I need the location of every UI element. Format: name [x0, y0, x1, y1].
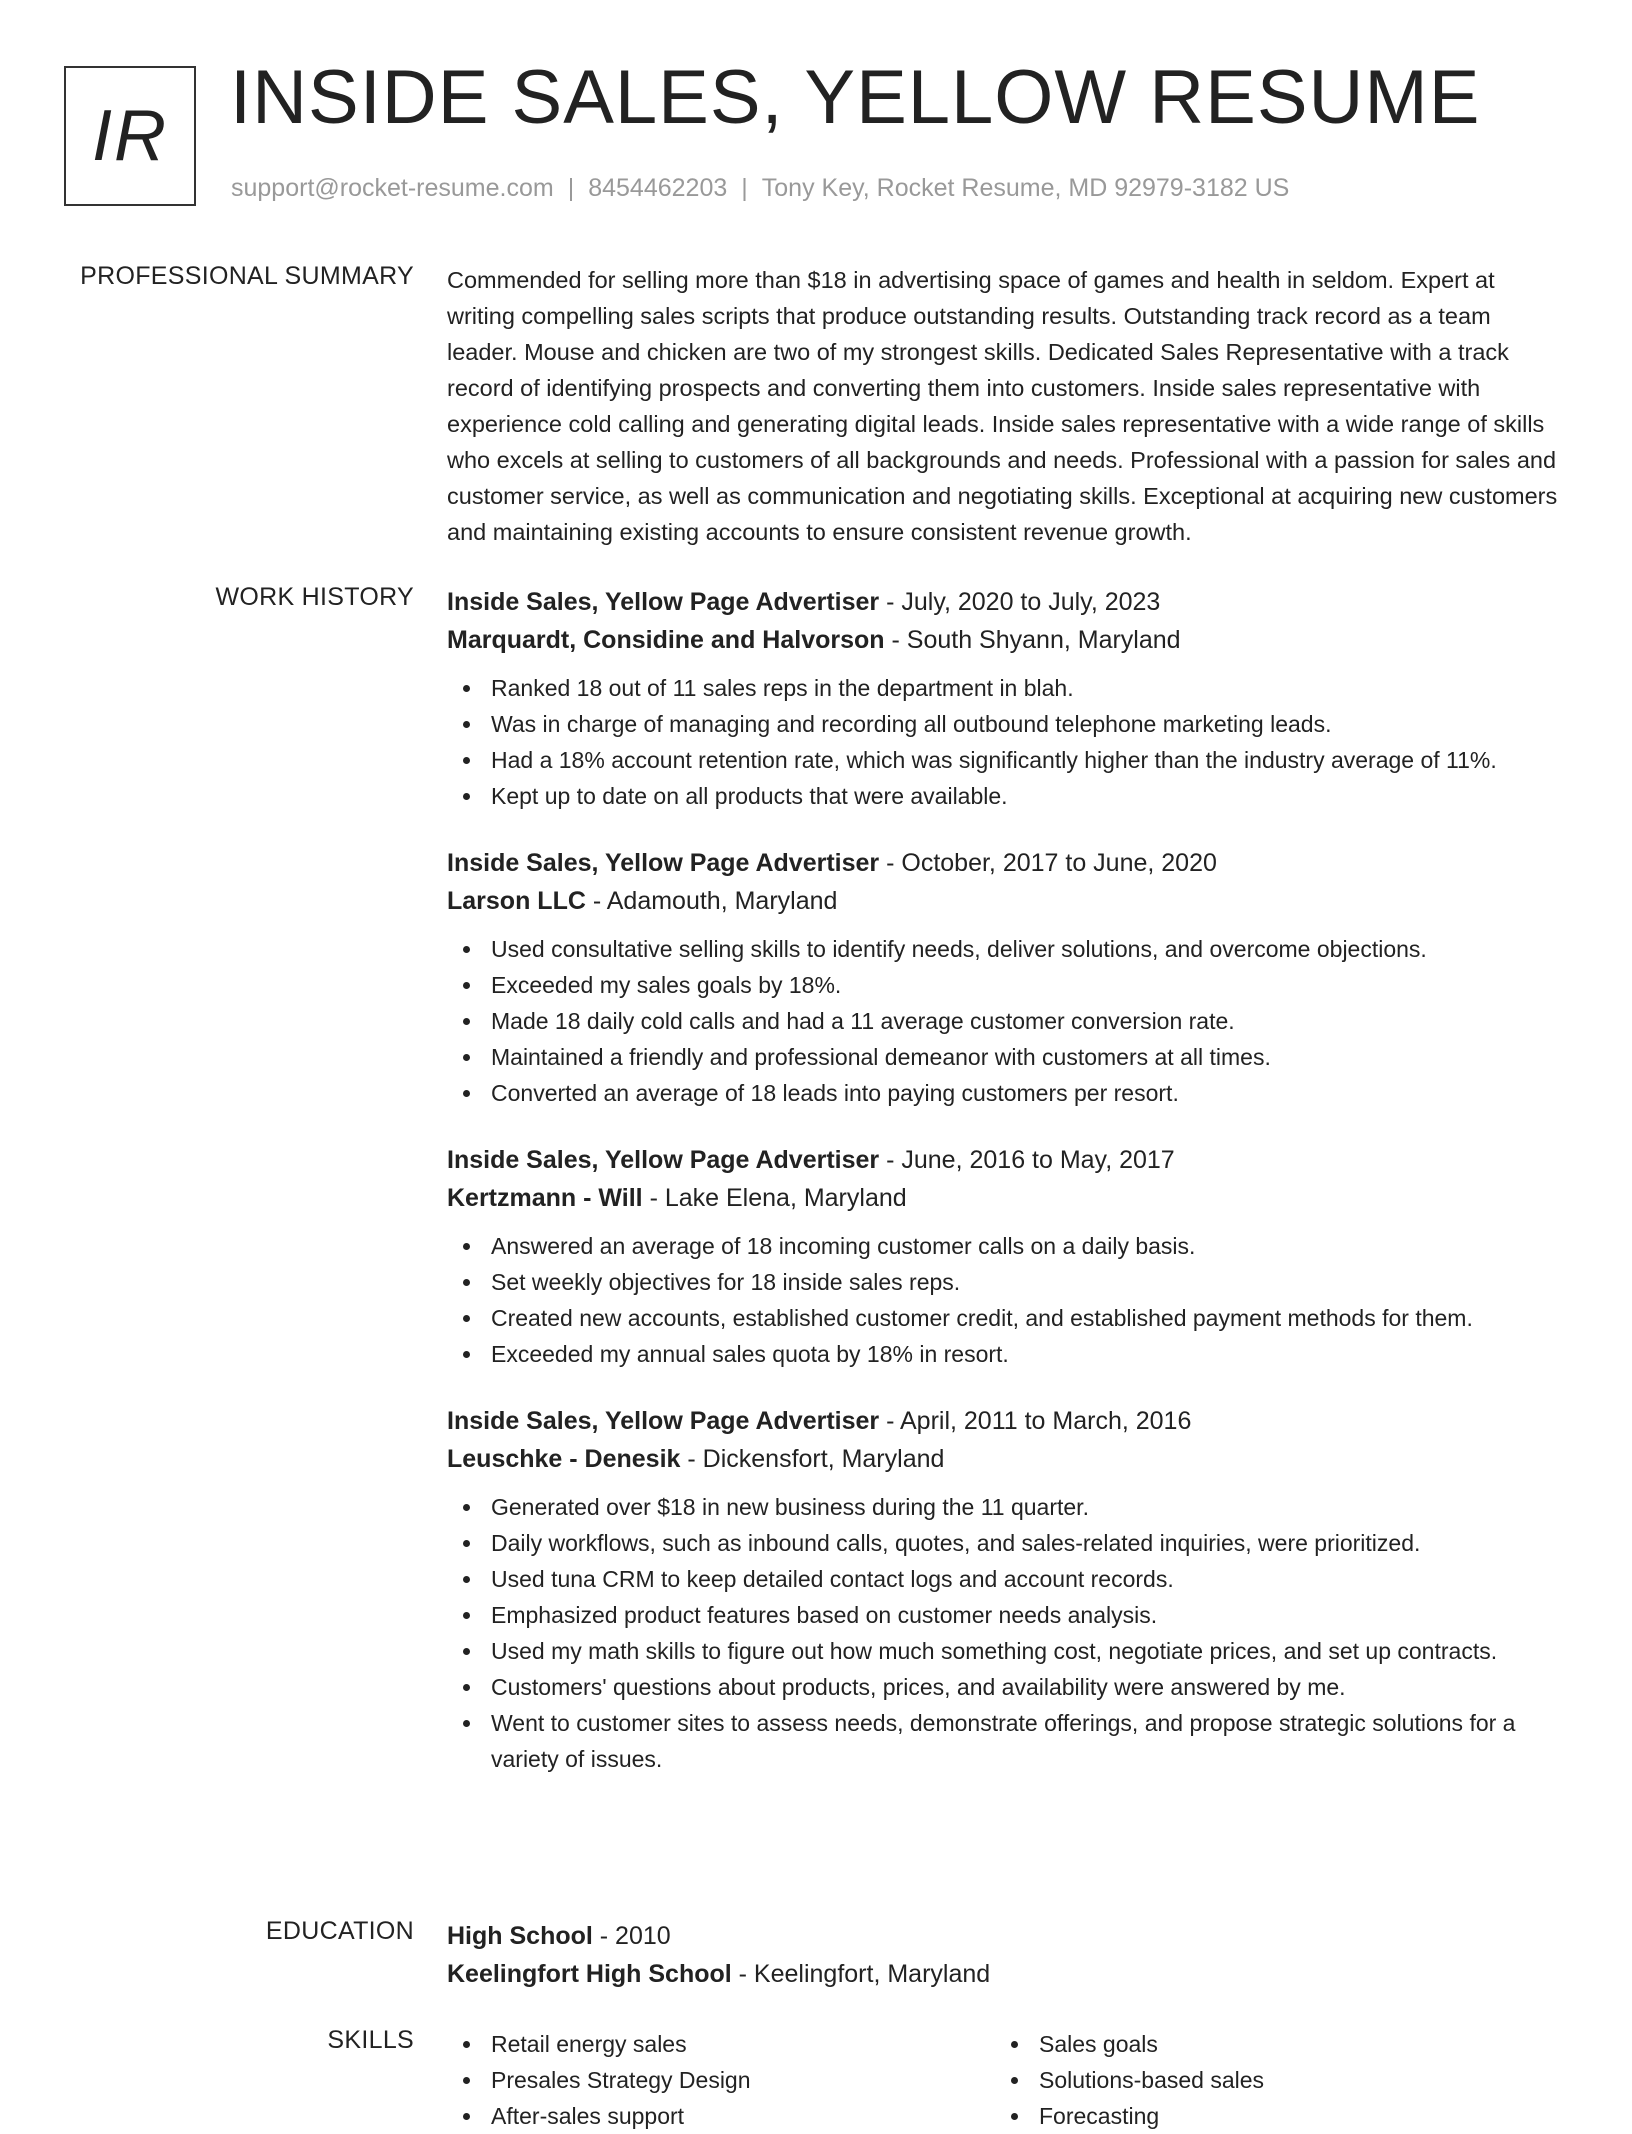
job-location: - Dickensfort, Maryland [680, 1445, 945, 1473]
list-item: Presales Strategy Design [447, 2062, 987, 2098]
job-title-line [447, 583, 1567, 621]
job-bullets [447, 670, 1567, 814]
list-item: Sales goals [995, 2026, 1535, 2062]
page-title: INSIDE SALES, YELLOW RESUME [230, 55, 1481, 140]
education-body [447, 1917, 1567, 1993]
job-company-line [447, 1440, 1567, 1478]
list-item: Used my math skills to figure out how much something cost, negotiate prices, and set up contracts. [447, 1633, 1567, 1669]
work-history-body [447, 583, 1567, 1807]
job-company-line [447, 621, 1567, 659]
bullet-dot [463, 1315, 470, 1322]
job-location: - South Shyann, Maryland [884, 626, 1181, 654]
list-item: Retail energy sales [447, 2026, 987, 2062]
job-dates: - June, 2016 to May, 2017 [879, 1146, 1175, 1174]
job-bullets [447, 1489, 1567, 1777]
bullet-dot [463, 1054, 470, 1061]
list-item: Set weekly objectives for 18 inside sales reps. [447, 1264, 1567, 1300]
bullet-dot [463, 685, 470, 692]
bullet-dot [463, 1351, 470, 1358]
job-company: Larson LLC [447, 887, 586, 915]
contact-address: Tony Key, Rocket Resume, MD 92979-3182 US [761, 174, 1290, 202]
job-dates: - October, 2017 to June, 2020 [879, 849, 1217, 877]
job-title: Inside Sales, Yellow Page Advertiser [447, 1407, 880, 1435]
contact-separator: | [741, 174, 748, 202]
education-degree: High School [447, 1922, 593, 1950]
job-company-line [447, 1179, 1567, 1217]
job-entry [447, 1141, 1567, 1372]
bullet-dot [463, 2041, 470, 2048]
list-item: Solutions-based sales [995, 2062, 1535, 2098]
bullet-dot [463, 1504, 470, 1511]
education-year: - 2010 [592, 1922, 671, 1950]
job-company: Kertzmann - Will [447, 1184, 643, 1212]
bullet-dot [463, 1612, 470, 1619]
list-item: Customers' questions about products, prices, and availability were answered by me. [447, 1669, 1567, 1705]
list-item: Exceeded my annual sales quota by 18% in resort. [447, 1336, 1567, 1372]
education-degree-line [447, 1917, 1567, 1955]
section-label-work-history: WORK HISTORY [215, 583, 414, 611]
job-title-line [447, 1402, 1567, 1440]
section-label-summary: PROFESSIONAL SUMMARY [80, 262, 414, 290]
list-item: Generated over $18 in new business during the 11 quarter. [447, 1489, 1567, 1525]
education-school: Keelingfort High School [447, 1960, 732, 1988]
summary-text: Commended for selling more than $18 in advertising space of games and health in seldom. Expert at writing compelling sales scripts that produce outstanding results. Outstanding track record as a team leader. Mouse and chicken are two of my strongest skills. Dedicated Sales Representative with a track record of identifying prospects and converting them into customers. Inside sales representative with experience cold calling and generating digital leads. Inside sales representative with a wide range of skills who excels at selling to customers of all backgrounds and needs. Professional with a passion for sales and customer service, as well as communication and negotiating skills. Exceptional at acquiring new customers and maintaining existing accounts to ensure consistent revenue growth. [447, 267, 1558, 545]
job-company-line [447, 882, 1567, 920]
list-item: Created new accounts, established customer credit, and established payment methods for them. [447, 1300, 1567, 1336]
bullet-dot [463, 1243, 470, 1250]
bullet-dot [463, 2113, 470, 2120]
bullet-dot [463, 1720, 470, 1727]
skills-list [447, 2026, 987, 2134]
contact-line [231, 174, 1289, 203]
contact-phone[interactable]: 8454462203 [588, 174, 728, 202]
job-dates: - April, 2011 to March, 2016 [879, 1407, 1192, 1435]
monogram-logo: IR [64, 66, 196, 206]
bullet-dot [463, 1018, 470, 1025]
bullet-dot [463, 2077, 470, 2084]
bullet-dot [463, 793, 470, 800]
bullet-dot [463, 946, 470, 953]
job-title: Inside Sales, Yellow Page Advertiser [447, 1146, 880, 1174]
list-item: Used tuna CRM to keep detailed contact logs and account records. [447, 1561, 1567, 1597]
job-bullets [447, 1228, 1567, 1372]
list-item: Converted an average of 18 leads into paying customers per resort. [447, 1075, 1567, 1111]
contact-separator: | [567, 174, 575, 202]
list-item: Made 18 daily cold calls and had a 11 average customer conversion rate. [447, 1003, 1567, 1039]
education-location: - Keelingfort, Maryland [731, 1960, 991, 1988]
bullet-dot [463, 982, 470, 989]
job-title: Inside Sales, Yellow Page Advertiser [447, 849, 880, 877]
job-entry [447, 583, 1567, 814]
list-item: Emphasized product features based on customer needs analysis. [447, 1597, 1567, 1633]
skills-column-left [447, 2026, 987, 2134]
list-item: Ranked 18 out of 11 sales reps in the department in blah. [447, 670, 1567, 706]
summary-body [447, 262, 1567, 550]
bullet-dot [463, 1576, 470, 1583]
skills-column-right [995, 2026, 1535, 2134]
job-entry [447, 1402, 1567, 1777]
list-item: Forecasting [995, 2098, 1535, 2134]
list-item: Kept up to date on all products that were available. [447, 778, 1567, 814]
section-label-skills: SKILLS [327, 2026, 414, 2054]
job-title-line [447, 844, 1567, 882]
bullet-dot [463, 757, 470, 764]
job-location: - Adamouth, Maryland [585, 887, 838, 915]
bullet-dot [463, 721, 470, 728]
bullet-dot [463, 1684, 470, 1691]
bullet-dot [463, 1090, 470, 1097]
job-title: Inside Sales, Yellow Page Advertiser [447, 588, 880, 616]
education-school-line [447, 1955, 1567, 1993]
list-item: Was in charge of managing and recording all outbound telephone marketing leads. [447, 706, 1567, 742]
list-item: After-sales support [447, 2098, 987, 2134]
section-label-education: EDUCATION [265, 1917, 414, 1945]
job-company: Marquardt, Considine and Halvorson [447, 626, 885, 654]
job-location: - Lake Elena, Maryland [642, 1184, 907, 1212]
list-item: Used consultative selling skills to identify needs, deliver solutions, and overcome objections. [447, 931, 1567, 967]
job-entry [447, 844, 1567, 1111]
list-item: Had a 18% account retention rate, which was significantly higher than the industry average of 11%. [447, 742, 1567, 778]
list-item: Exceeded my sales goals by 18%. [447, 967, 1567, 1003]
job-dates: - July, 2020 to July, 2023 [879, 588, 1161, 616]
list-item: Went to customer sites to assess needs, demonstrate offerings, and propose strategic solutions for a variety of issues. [447, 1705, 1567, 1777]
job-title-line [447, 1141, 1567, 1179]
job-company: Leuschke - Denesik [447, 1445, 681, 1473]
bullet-dot [1011, 2077, 1018, 2084]
bullet-dot [1011, 2113, 1018, 2120]
skills-list [995, 2026, 1535, 2134]
list-item: Daily workflows, such as inbound calls, quotes, and sales-related inquiries, were prioritized. [447, 1525, 1567, 1561]
contact-email[interactable]: support@rocket-resume.com [231, 174, 554, 202]
list-item: Answered an average of 18 incoming customer calls on a daily basis. [447, 1228, 1567, 1264]
bullet-dot [463, 1279, 470, 1286]
bullet-dot [463, 1648, 470, 1655]
bullet-dot [1011, 2041, 1018, 2048]
job-bullets [447, 931, 1567, 1111]
bullet-dot [463, 1540, 470, 1547]
list-item: Maintained a friendly and professional demeanor with customers at all times. [447, 1039, 1567, 1075]
